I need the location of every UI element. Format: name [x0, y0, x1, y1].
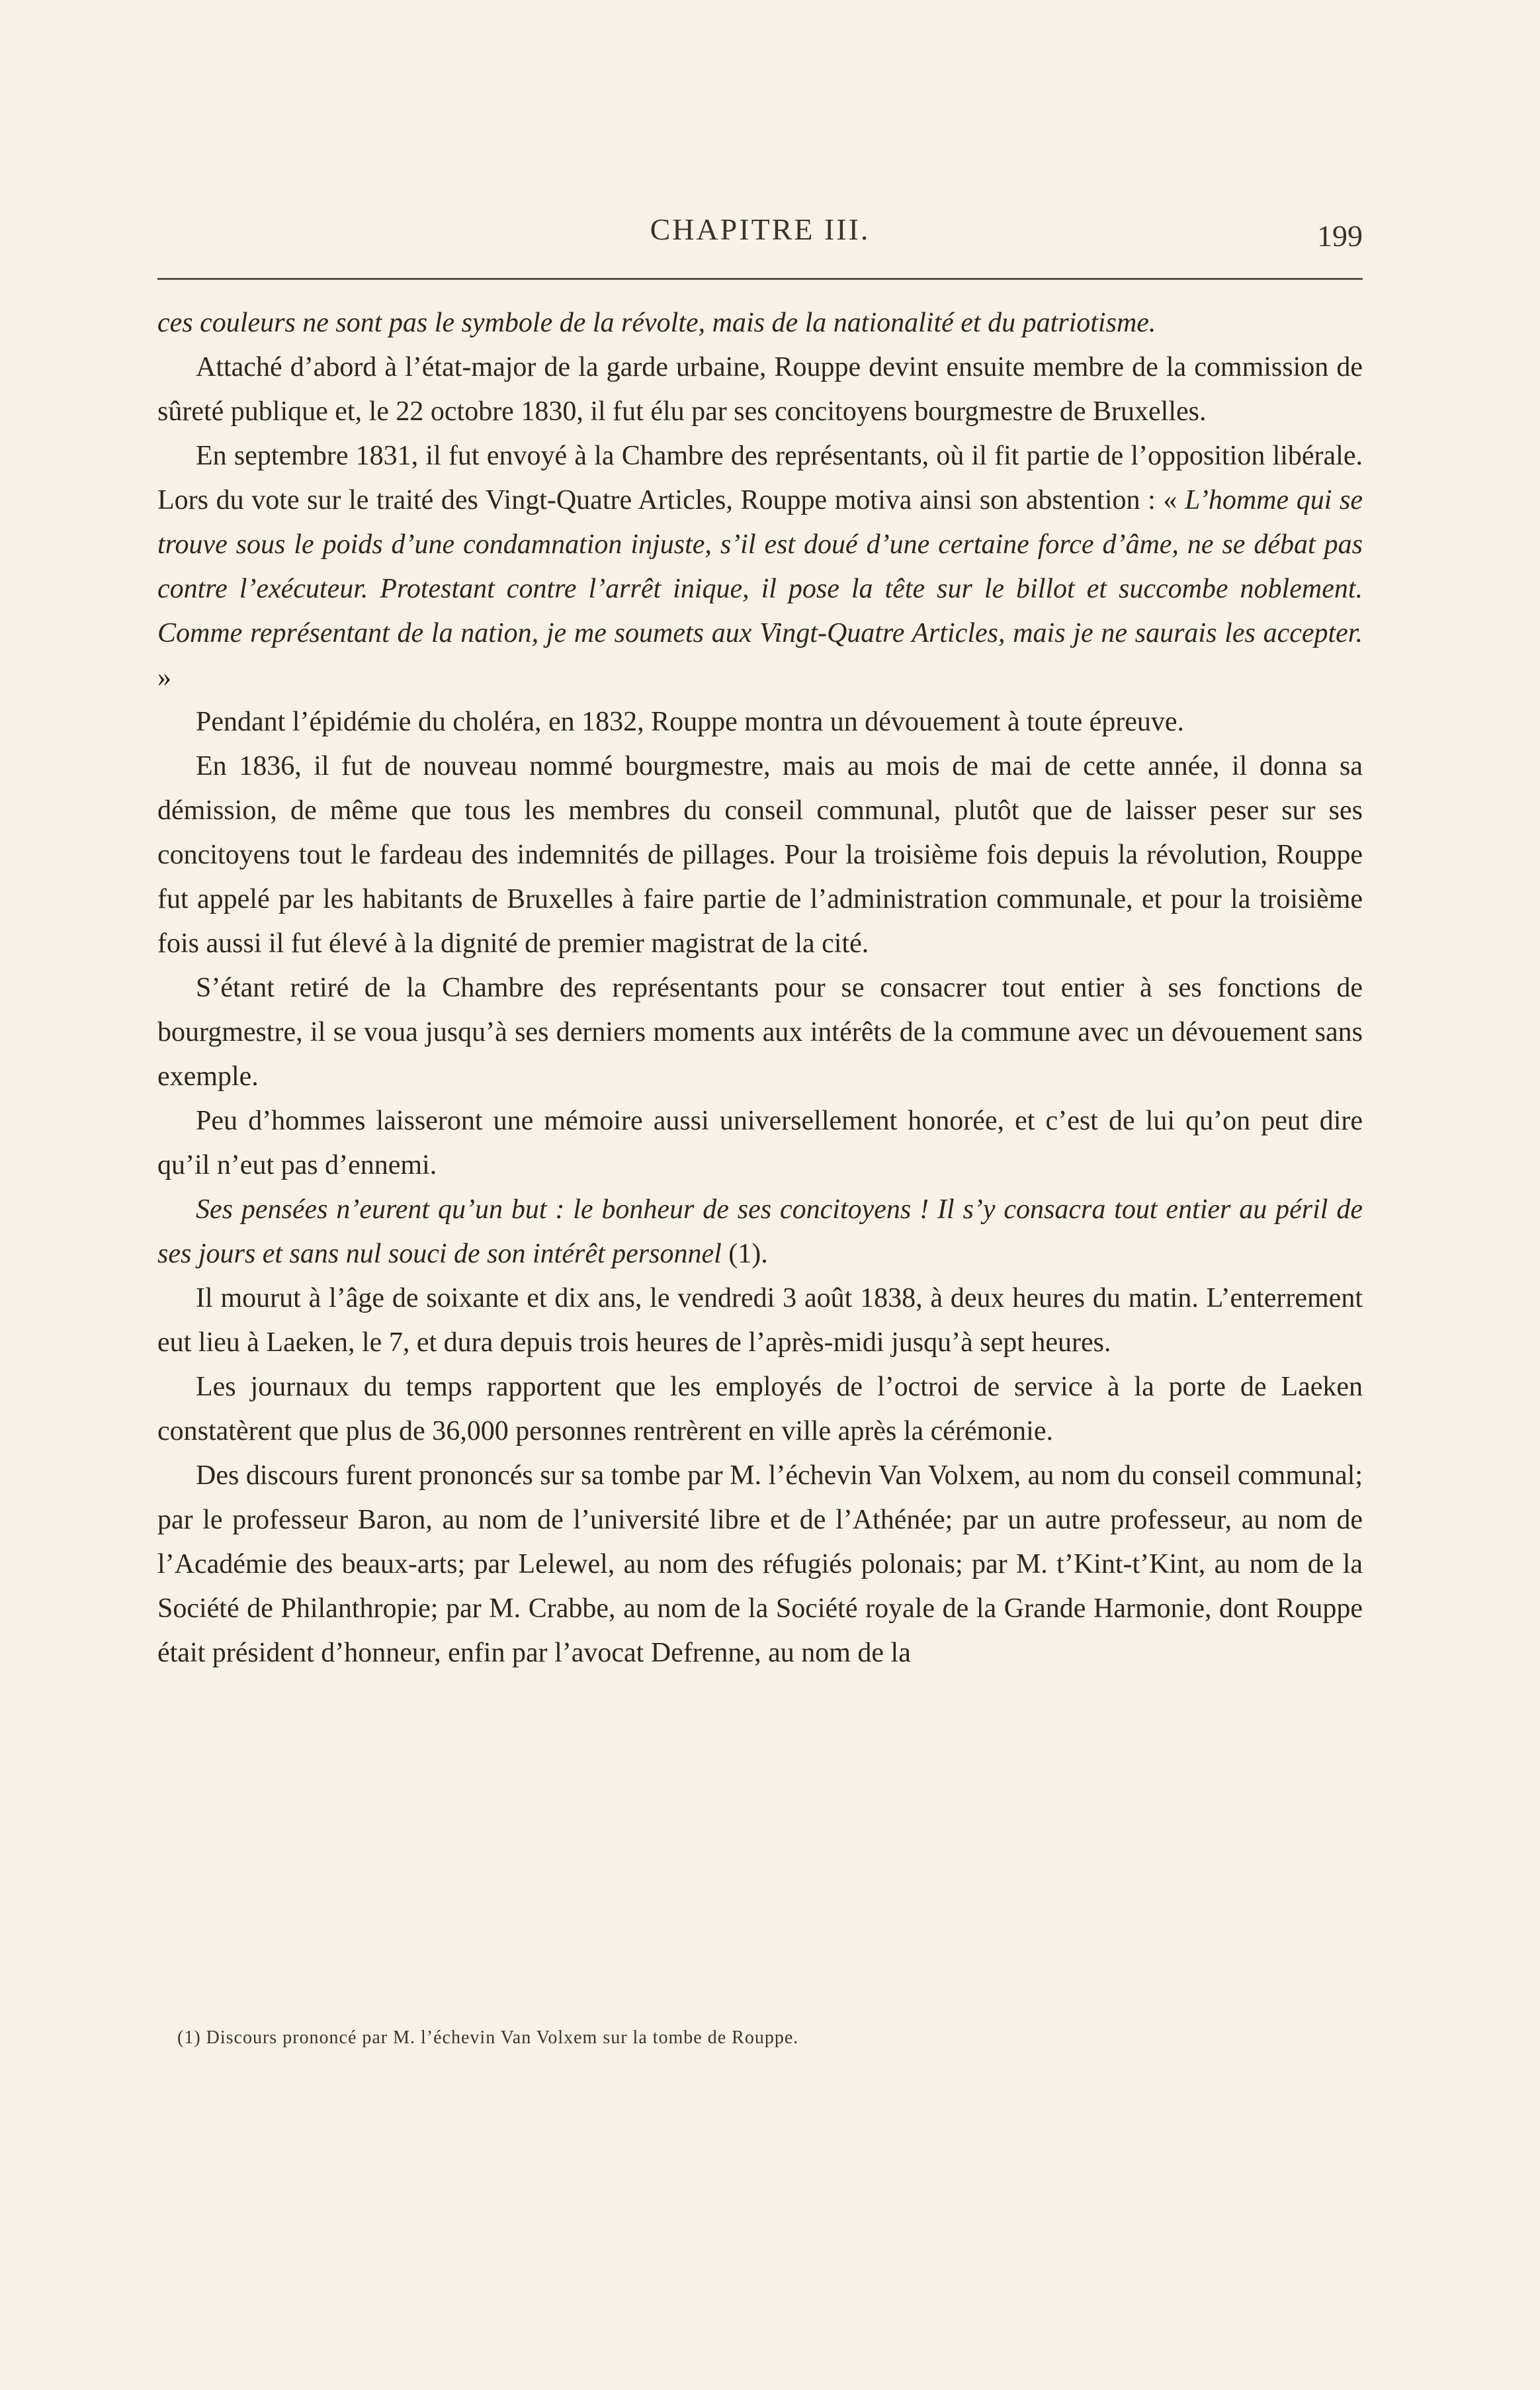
paragraph [157, 1276, 1363, 1365]
paragraph [157, 434, 1363, 700]
italic-text: ces couleurs ne sont pas le symbole de la révolte, mais de la nationalité et du patriotisme. [157, 308, 1156, 338]
text-segment: » [157, 662, 171, 693]
paragraph [157, 700, 1363, 744]
text-segment: S’étant retiré de la Chambre des représentants pour se consacrer tout entier à ses fonctions de bourgmestre, il se voua jusqu’à ses derniers moments aux intérêts de la commune avec un dévouement sans exemple. [157, 973, 1363, 1092]
italic-text: Ses pensées n’eurent qu’un but : le bonheur de ses concitoyens ! Il s’y consacra tout entier au péril de ses jours et sans nul souci de son intérêt personnel [157, 1194, 1363, 1269]
text-segment: Peu d’hommes laisseront une mémoire aussi universellement honorée, et c’est de lui qu’on peut dire qu’il n’eut pas d’ennemi. [157, 1106, 1363, 1180]
text-segment: Des discours furent prononcés sur sa tombe par M. l’échevin Van Volxem, au nom du conseil communal; par le professeur Baron, au nom de l’université libre et de l’Athénée; par un autre professeur, au nom de l’Académie des beaux-arts; par Lelewel, au nom des réfugiés polonais; par M. t’Kint-t’Kint, au nom de la Société de Philanthropie; par M. Crabbe, au nom de la Société royale de la Grande Harmonie, dont Rouppe était président d’honneur, enfin par l’avocat Defrenne, au nom de la [157, 1460, 1363, 1668]
paragraph [157, 301, 1363, 345]
paragraph [157, 1099, 1363, 1188]
paragraph [157, 966, 1363, 1099]
footnote: (1) Discours prononcé par M. l’échevin Van Volxem sur la tombe de Rouppe. [177, 2027, 799, 2048]
text-segment: Les journaux du temps rapportent que les employés de l’octroi de service à la porte de Laeken constatèrent que plus de 36,000 personnes rentrèrent en ville après la cérémonie. [157, 1372, 1363, 1446]
paragraph [157, 1365, 1363, 1454]
text-segment: Il mourut à l’âge de soixante et dix ans, le vendredi 3 août 1838, à deux heures du matin. L’enterrement eut lieu à Laeken, le 7, et dura depuis trois heures de l’après-midi jusqu’à sept heures. [157, 1283, 1363, 1358]
page-number: 199 [1317, 219, 1363, 253]
text-segment: Attaché d’abord à l’état-major de la garde urbaine, Rouppe devint ensuite membre de la commission de sûreté publique et, le 22 octobre 1830, il fut élu par ses concitoyens bourgmestre de Bruxelles. [157, 352, 1363, 427]
running-head [157, 212, 1363, 265]
chapter-title: CHAPITRE III. [650, 212, 871, 246]
italic-text: L’homme qui se trouve sous le poids d’une condamnation injuste, s’il est doué d’une certaine force d’âme, ne se débat pas contre l’exécuteur. Protestant contre l’arrêt inique, il pose la tête sur le billot et succombe noblement. Comme représentant de la nation, je me soumets aux Vingt-Quatre Articles, mais je ne saurais les accepter. [157, 485, 1363, 648]
paragraph [157, 1188, 1363, 1276]
paragraph [157, 744, 1363, 966]
text-segment: (1). [721, 1239, 768, 1269]
paragraph [157, 1454, 1363, 1675]
body-text [157, 301, 1363, 1675]
paragraph [157, 345, 1363, 434]
text-segment: Pendant l’épidémie du choléra, en 1832, Rouppe montra un dévouement à toute épreuve. [196, 707, 1185, 737]
header-rule [157, 278, 1363, 280]
text-segment: En septembre 1831, il fut envoyé à la Chambre des représentants, où il fit partie de l’opposition libérale. Lors du vote sur le traité des Vingt-Quatre Articles, Rouppe motiva ainsi son abstention : « [157, 441, 1363, 515]
text-segment: En 1836, il fut de nouveau nommé bourgmestre, mais au mois de mai de cette année, il donna sa démission, de même que tous les membres du conseil communal, plutôt que de laisser peser sur ses concitoyens tout le fardeau des indemnités de pillages. Pour la troisième fois depuis la révolution, Rouppe fut appelé par les habitants de Bruxelles à faire partie de l’administration communale, et pour la troisième fois aussi il fut élevé à la dignité de premier magistrat de la cité. [157, 751, 1363, 959]
